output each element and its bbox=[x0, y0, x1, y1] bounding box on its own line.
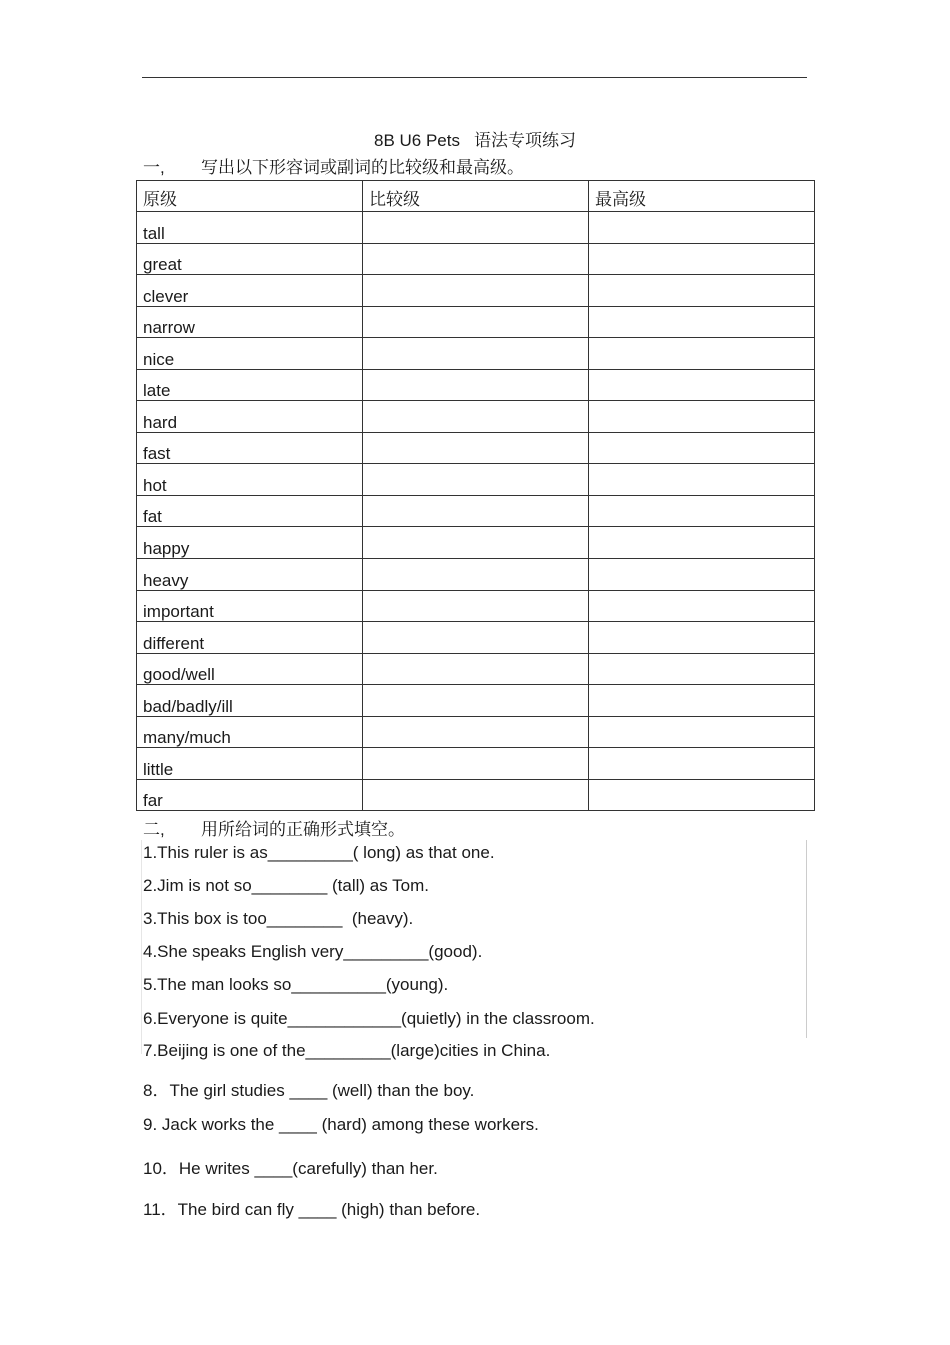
table-row bbox=[137, 559, 815, 591]
superlative-blank-cell[interactable] bbox=[589, 779, 815, 811]
superlative-blank-cell[interactable] bbox=[589, 243, 815, 275]
question-3: 3.This box is too________ (heavy). bbox=[143, 909, 414, 928]
positive-form-cell: nice bbox=[137, 338, 363, 370]
comparative-blank-cell[interactable] bbox=[363, 685, 589, 717]
superlative-blank-cell[interactable] bbox=[589, 716, 815, 748]
header-comparative: 比较级 bbox=[363, 181, 589, 212]
table-row bbox=[137, 495, 815, 527]
table-row bbox=[137, 590, 815, 622]
faint-left-rule bbox=[141, 840, 142, 1054]
comparative-blank-cell[interactable] bbox=[363, 590, 589, 622]
question-6: 6.Everyone is quite____________(quietly) in the classroom. bbox=[143, 1009, 595, 1028]
comparative-blank-cell[interactable] bbox=[363, 464, 589, 496]
positive-form-cell: far bbox=[137, 779, 363, 811]
comparative-blank-cell[interactable] bbox=[363, 306, 589, 338]
faint-vertical-rule bbox=[806, 840, 807, 1038]
top-rule bbox=[142, 77, 807, 78]
superlative-blank-cell[interactable] bbox=[589, 622, 815, 654]
section-2-heading bbox=[143, 815, 405, 840]
comparative-blank-cell[interactable] bbox=[363, 401, 589, 433]
page-title bbox=[0, 126, 950, 151]
comparative-blank-cell[interactable] bbox=[363, 748, 589, 780]
question-9: 9. Jack works the ____ (hard) among these workers. bbox=[143, 1115, 539, 1134]
positive-form-cell: fast bbox=[137, 432, 363, 464]
superlative-blank-cell[interactable] bbox=[589, 275, 815, 307]
positive-form-cell: great bbox=[137, 243, 363, 275]
question-8: 8．The girl studies ____ (well) than the boy. bbox=[143, 1081, 475, 1100]
table-header-row bbox=[137, 181, 815, 212]
superlative-blank-cell[interactable] bbox=[589, 559, 815, 591]
table-row bbox=[137, 401, 815, 433]
superlative-blank-cell[interactable] bbox=[589, 748, 815, 780]
question-7: 7.Beijing is one of the_________(large)cities in China. bbox=[143, 1041, 551, 1060]
table-row bbox=[137, 653, 815, 685]
superlative-blank-cell[interactable] bbox=[589, 401, 815, 433]
superlative-blank-cell[interactable] bbox=[589, 495, 815, 527]
comparative-blank-cell[interactable] bbox=[363, 653, 589, 685]
superlative-blank-cell[interactable] bbox=[589, 590, 815, 622]
positive-form-cell: heavy bbox=[137, 559, 363, 591]
comparative-blank-cell[interactable] bbox=[363, 559, 589, 591]
table-row bbox=[137, 748, 815, 780]
table-row bbox=[137, 464, 815, 496]
positive-form-cell: important bbox=[137, 590, 363, 622]
comparison-table bbox=[136, 180, 815, 811]
positive-form-cell: different bbox=[137, 622, 363, 654]
superlative-blank-cell[interactable] bbox=[589, 653, 815, 685]
question-5: 5.The man looks so__________(young). bbox=[143, 975, 449, 994]
table-row bbox=[137, 685, 815, 717]
positive-form-cell: hot bbox=[137, 464, 363, 496]
table-row bbox=[137, 243, 815, 275]
table-row bbox=[137, 306, 815, 338]
table-row bbox=[137, 338, 815, 370]
title-sub: 语法专项练习 bbox=[474, 131, 576, 150]
comparative-blank-cell[interactable] bbox=[363, 527, 589, 559]
comparative-blank-cell[interactable] bbox=[363, 275, 589, 307]
section-1-number: 一, bbox=[143, 158, 165, 177]
superlative-blank-cell[interactable] bbox=[589, 369, 815, 401]
positive-form-cell: tall bbox=[137, 212, 363, 244]
comparative-blank-cell[interactable] bbox=[363, 369, 589, 401]
positive-form-cell: many/much bbox=[137, 716, 363, 748]
comparative-blank-cell[interactable] bbox=[363, 716, 589, 748]
question-1: 1.This ruler is as_________( long) as that one. bbox=[143, 843, 495, 862]
comparative-blank-cell[interactable] bbox=[363, 243, 589, 275]
table-row bbox=[137, 779, 815, 811]
positive-form-cell: good/well bbox=[137, 653, 363, 685]
positive-form-cell: narrow bbox=[137, 306, 363, 338]
superlative-blank-cell[interactable] bbox=[589, 527, 815, 559]
positive-form-cell: fat bbox=[137, 495, 363, 527]
table-row bbox=[137, 212, 815, 244]
superlative-blank-cell[interactable] bbox=[589, 338, 815, 370]
section-1-heading bbox=[143, 153, 524, 178]
header-positive: 原级 bbox=[137, 181, 363, 212]
table-row bbox=[137, 275, 815, 307]
question-2: 2.Jim is not so________ (tall) as Tom. bbox=[143, 876, 429, 895]
comparative-blank-cell[interactable] bbox=[363, 495, 589, 527]
positive-form-cell: late bbox=[137, 369, 363, 401]
header-superlative: 最高级 bbox=[589, 181, 815, 212]
table-row bbox=[137, 716, 815, 748]
section-1-instruction: 写出以下形容词或副词的比较级和最高级。 bbox=[201, 158, 524, 177]
title-main: 8B U6 Pets bbox=[374, 131, 460, 150]
positive-form-cell: bad/badly/ill bbox=[137, 685, 363, 717]
table-row bbox=[137, 369, 815, 401]
section-2-number: 二, bbox=[143, 820, 165, 839]
question-10: 10．He writes ____(carefully) than her. bbox=[143, 1159, 438, 1178]
superlative-blank-cell[interactable] bbox=[589, 212, 815, 244]
positive-form-cell: clever bbox=[137, 275, 363, 307]
table-row bbox=[137, 622, 815, 654]
table-row bbox=[137, 432, 815, 464]
comparative-blank-cell[interactable] bbox=[363, 622, 589, 654]
positive-form-cell: happy bbox=[137, 527, 363, 559]
comparative-blank-cell[interactable] bbox=[363, 432, 589, 464]
superlative-blank-cell[interactable] bbox=[589, 464, 815, 496]
positive-form-cell: hard bbox=[137, 401, 363, 433]
superlative-blank-cell[interactable] bbox=[589, 306, 815, 338]
table-row bbox=[137, 527, 815, 559]
comparative-blank-cell[interactable] bbox=[363, 338, 589, 370]
superlative-blank-cell[interactable] bbox=[589, 432, 815, 464]
positive-form-cell: little bbox=[137, 748, 363, 780]
question-4: 4.She speaks English very_________(good). bbox=[143, 942, 483, 961]
superlative-blank-cell[interactable] bbox=[589, 685, 815, 717]
section-2-instruction: 用所给词的正确形式填空。 bbox=[201, 820, 405, 839]
comparative-blank-cell[interactable] bbox=[363, 212, 589, 244]
comparative-blank-cell[interactable] bbox=[363, 779, 589, 811]
question-11: 11．The bird can fly ____ (high) than before. bbox=[143, 1200, 481, 1219]
